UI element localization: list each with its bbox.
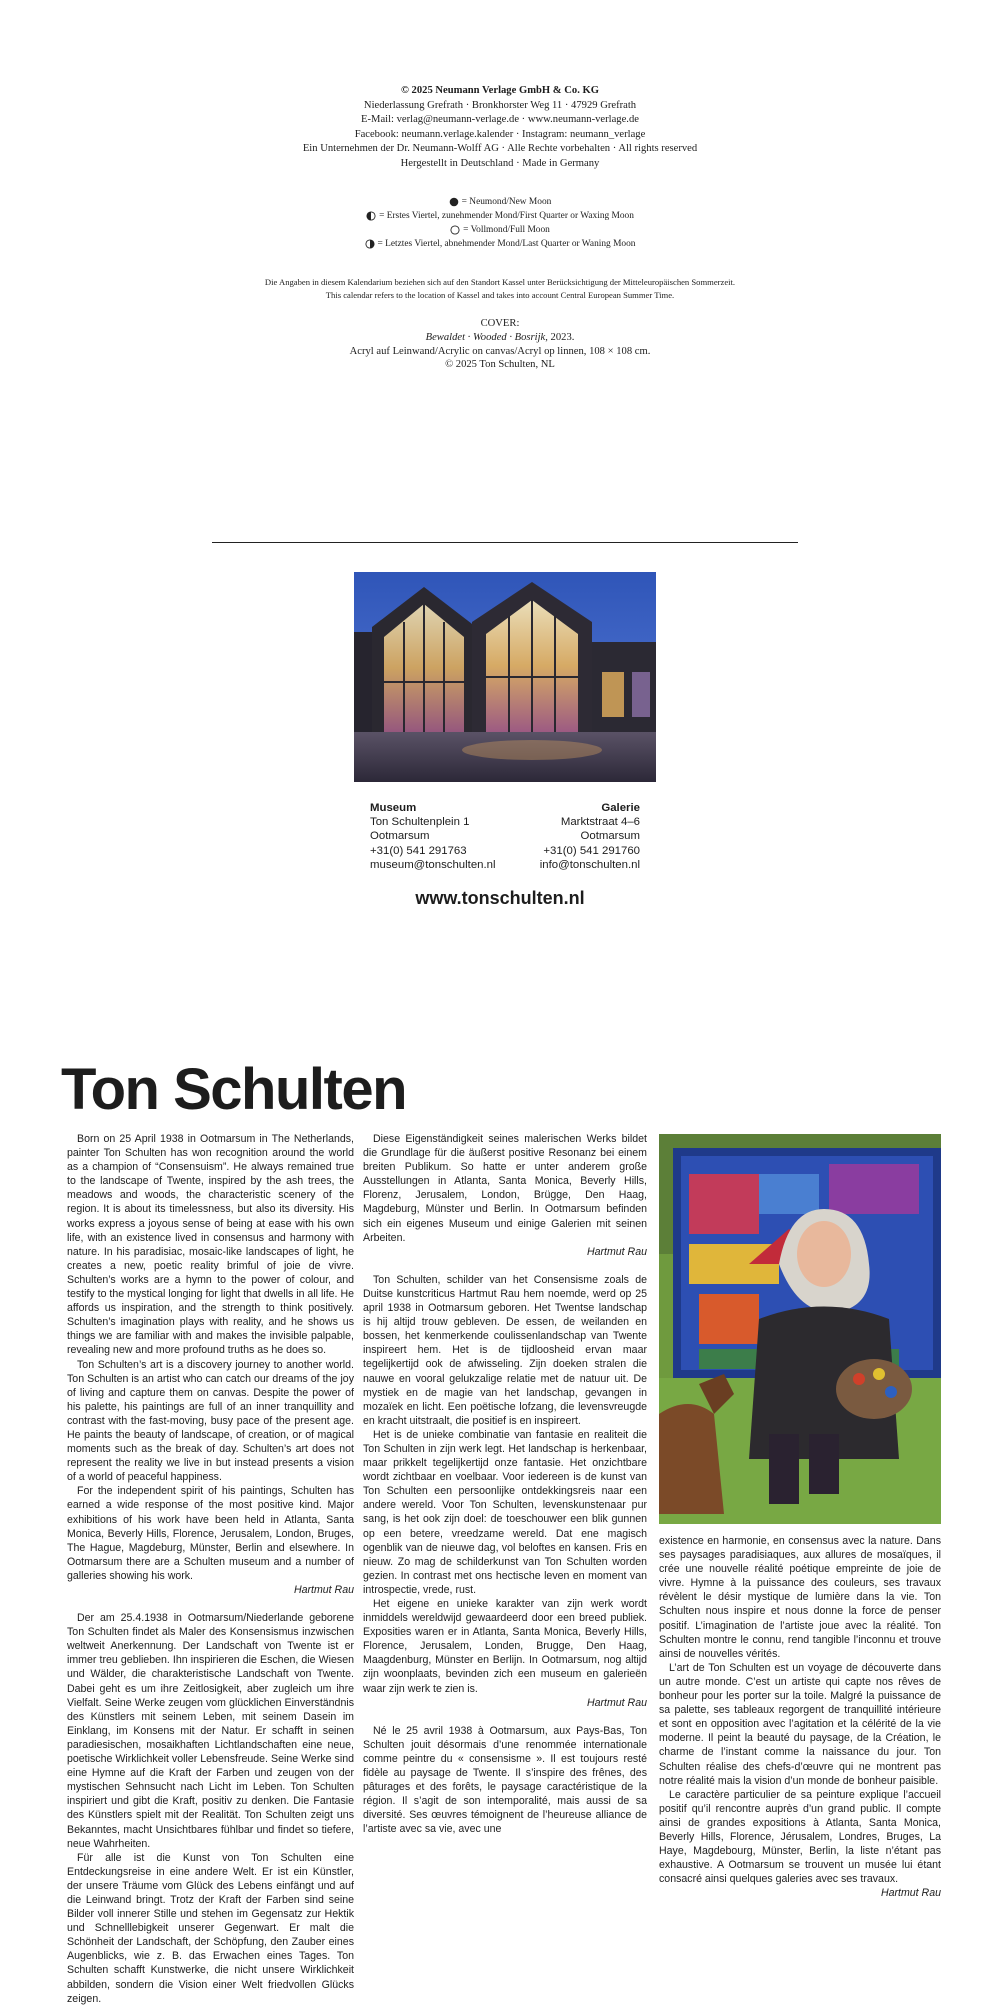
bio-fr-signature: Hartmut Rau	[880, 1887, 941, 1900]
bio-fr-paragraph-2: L’art de Ton Schulten est un voyage de découverte dans un autre monde. C’est un artiste qui capte nos rêves de bonheur pour les porter sur la toile. Malgré la puissance de sa palette, ses tableaux regorgent de tranquillité intérieure et sont en opposition avec l’agitation et la célérité de la vie moderne. Il peint la beauté du paysage, de la Création, le charme de l’instant comme la naissance du jour. Ton Schulten réalise des chefs-d’œuvre qui ne montrent pas notre réalité mais la vision d’un monde de bonheur paisible.	[659, 1661, 941, 1787]
artist-portrait-photo	[659, 1134, 941, 1524]
bio-de-paragraph-1: Der am 25.4.1938 in Ootmarsum/Niederlande geborene Ton Schulten findet als Maler des Konsensismus inzwischen weltweit Anerkennung. Der Landschaft von Twente ist er immer treu geblieben. Ihn inspirieren die Eschen, die Wiesen und Wälder, die charakteristische Landschaft von Twente. Dabei geht es um ihre Zeitlosigkeit, aber zugleich um ihre Vielfalt. Seine Werke zeugen vom glücklichen Einverständnis des Künstlers mit seinem Leben, mit seinem Dasein im Einklang, im Konsens mit der Natur. Er schafft in seinen paradiesischen, mosaikhaften Lichtlandschaften eine neue, poetische Wirklichkeit voller Lebensfreude. Seine Werke sind eine Hymne auf die Kraft der Farben und zeugen von der mystischen Sehnsucht nach Licht im Leben. Ton Schulten inspiriert und gibt die Kraft, positiv zu denken. Die Fantasie des Künstlers spielt mit der Realität. Ton Schulten zeigt uns Bekanntes, macht Unsichtbares fühlbar und findet so tiefere, neue Wahrheiten.	[67, 1612, 354, 1850]
cover-medium: Acryl auf Leinwand/Acrylic on canvas/Acryl op linnen, 108 × 108 cm.	[349, 345, 651, 357]
bio-nl-paragraph-1: Ton Schulten, schilder van het Consensisme zoals de Duitse kunstcriticus Hartmut Rau hem noemde, werd op 25 april 1938 in Ootmarsum geboren. Het Twentse landschap is hij altijd trouw gebleven. De essen, de weilanden en bossen, het kenmerkende coulissenlandschap van Twente inspireert hem. Het is de tijdloosheid ervan maar tegelijkertijd ook de afwisseling. Zijn doeken stralen die nauwe en vooral gelukzalige relatie met de natuur uit. De mystiek en de magie van het landschap, gevangen in mozaïek en licht. Een poëtische lofzang, die levensvreugde en kracht uitstraalt, die positief is en inspireert.	[363, 1273, 647, 1427]
moon-phase-legend	[0, 195, 1000, 251]
cover-credit	[0, 317, 1000, 372]
full-moon-icon	[450, 225, 460, 235]
artist-name-heading: Ton Schulten	[61, 1057, 407, 1122]
bio-fr-paragraph-1-cont: existence en harmonie, en consensus avec la nature. Dans ses paysages paradisiaques, aux allures de mosaïques, il crée une nouvelle réalité poétique empreinte de joie de vivre. Hymne à la puissance des couleurs, ses travaux révèlent le désir mystique de lumière dans la vie. Ton Schulten nous inspire et nous donne la force de penser positif. L’imagination de l’artiste joue avec la réalité. Ton Schulten montre le connu, rend tangible l’inconnu et trouve ainsi de nouvelles vérités.	[659, 1535, 941, 1660]
cover-heading: COVER:	[480, 318, 520, 329]
gallery-phone: +31(0) 541 291760	[543, 844, 640, 857]
legend-full-moon: = Vollmond/Full Moon	[0, 223, 1000, 237]
publisher-made-in: Hergestellt in Deutschland · Made in Germany	[400, 157, 600, 169]
publisher-address: Niederlassung Grefrath · Bronkhorster Weg 11 · 47929 Grefrath	[363, 99, 637, 111]
cover-title: Bewaldet · Wooded · Bosrijk	[425, 331, 546, 343]
bio-de-paragraph-3: Diese Eigenständigkeit seines malerischen Werks bildet die Grundlage für die äußerst positive Resonanz bei einem breiten Publikum. So hatte er unter anderem große Ausstellungen in Atlanta, Santa Monica, Beverly Hills, Florenz, Jerusalem, London, Brügge, Den Haag, Magdeburg, Münster und Berlin. In Ootmarsum befinden sich ein eigenes Museum und einige Galerien mit seinen Arbeiten.	[363, 1133, 647, 1244]
museum-email: museum@tonschulten.nl	[370, 858, 496, 871]
museum-street: Ton Schultenplein 1	[370, 816, 470, 829]
imprint-block	[0, 84, 1000, 172]
legend-new-moon: = Neumond/New Moon	[0, 195, 1000, 209]
last-quarter-icon	[365, 239, 375, 249]
museum-heading: Museum	[370, 802, 417, 814]
gallery-heading: Galerie	[601, 802, 640, 814]
museum-phone: +31(0) 541 291763	[370, 844, 467, 857]
museum-city: Ootmarsum	[370, 830, 430, 843]
bio-de-signature: Hartmut Rau	[586, 1245, 647, 1258]
calendar-note-english: This calendar refers to the location of Kassel and takes into account Central European Summer Time.	[325, 289, 675, 300]
bio-de-paragraph-2-start: Für alle ist die Kunst von Ton Schulten eine Entdeckungsreise in eine andere Welt. Er ist ein Künstler, der unsere Träume vom Glück des Lebens einfängt und auf die Leinwand bringt. Trotz der Kraft der Farben sind seine Bilder voll innerer Stille und stehen im Gegensatz zur Hektik und Schnelllebigkeit unserer Gegenwart. Er malt die Schönheit der Landschaft, der Schöpfung, den Zauber eines Augenblicks, wie z. B. das Erwachen eines Tages. Ton Schulten schafft Kunstwerke, die nicht unsere Wirklichkeit abbilden, sondern die Vision einer Welt friedvollen Glücks zeigen.	[67, 1851, 354, 2005]
bio-column-3	[659, 1534, 941, 1900]
bio-en-signature: Hartmut Rau	[293, 1584, 354, 1596]
bio-fr-paragraph-3: Le caractère particulier de sa peinture explique l’accueil positif qu’il rencontre auprès d’un grand public. Il compte ainsi de grandes expositions à Atlanta, Santa Monica, Beverly Hills, Florence, Jérusalem, Londres, Bruges, La Haye, Magdebourg, Münster, Berlin, la liste n’étant pas exhaustive. A Ootmarsum se trouvent un musée lui étant consacré ainsi quelques galeries avec ses travaux.	[659, 1788, 941, 1886]
publisher-contact: E-Mail: verlag@neumann-verlage.de · www.neumann-verlage.de	[361, 114, 639, 126]
gallery-contact	[540, 801, 640, 872]
first-quarter-icon	[366, 211, 376, 221]
bio-column-1	[67, 1132, 354, 2006]
gallery-email: info@tonschulten.nl	[539, 858, 640, 871]
bio-nl-paragraph-3: Het eigene en unieke karakter van zijn werk wordt inmiddels wereldwijd gewaardeerd door een breed publiek. Exposities waren er in Atlanta, Santa Monica, Beverly Hills, Florence, Jerusalem, Londen, Brugge, Den Haag, Maagdenburg, Münster en Berlijn. In Ootmarsum, nog altijd zijn woonplaats, bevinden zich een museum en galerieën waar zijn werk te zien is.	[363, 1598, 647, 1695]
museum-building-photo	[354, 572, 656, 782]
calendar-note-german: Die Angaben in diesem Kalendarium beziehen sich auf den Standort Kassel unter Berücksichtigung der Mitteleuropäischen Sommerzeit.	[264, 277, 736, 287]
bio-column-2	[363, 1132, 647, 1837]
gallery-street: Marktstraat 4–6	[560, 816, 640, 829]
cover-title-line	[0, 331, 1000, 345]
website-url: www.tonschulten.nl	[415, 888, 585, 908]
cover-copyright: © 2025 Ton Schulten, NL	[445, 359, 555, 371]
bio-en-paragraph-2: Ton Schulten’s art is a discovery journey to another world. Ton Schulten is an artist who can catch our dreams of the joy of living and capture them on canvas. Despite the power of his palette, his paintings are full of an inner tranquillity and contrast with the fast-moving, busy pace of the present age. He paints the beauty of landscape, of creation, or of magical moments such as the break of day. Schulten’s art does not represent the reality we live in but instead presents a vision of a world of peaceful happiness.	[67, 1358, 354, 1484]
section-divider	[212, 542, 798, 543]
calendar-note	[0, 276, 1000, 301]
publisher-social: Facebook: neumann.verlage.kalender · Instagram: neumann_verlage	[354, 128, 646, 140]
bio-nl-signature: Hartmut Rau	[586, 1696, 647, 1709]
new-moon-icon	[449, 197, 459, 207]
cover-year: , 2023.	[545, 331, 575, 343]
bio-en-paragraph-1: Born on 25 April 1938 in Ootmarsum in The Netherlands, painter Ton Schulten has won recognition around the world as a champion of “Consensuism”. He always remained true to the landscape of Twente, inspired by the ash trees, the meadows and woods, the characteristic scenery of the region. It is about its timelessness, but also its diversity. His works express a joyous sense of being at ease with his own life, with an existence lived in consensus and harmony with nature. In his paradisiac, mosaic-like landscapes of light, he creates a new, poetic reality brimful of joie de vivre. Schulten’s works are a hymn to the power of colour, and testify to the mystical longing for light that dwells in all life. He affords us inspiration, and the strength to think positively. Schulten’s imagination plays with reality, and he shows us things we are familiar with and makes the invisible palpable, revealing new and more profound truths as he does so.	[67, 1133, 354, 1357]
gallery-city: Ootmarsum	[580, 830, 640, 843]
publisher-copyright: © 2025 Neumann Verlage GmbH & Co. KG	[400, 85, 600, 96]
museum-contact	[370, 801, 496, 872]
bio-fr-paragraph-1: Né le 25 avril 1938 à Ootmarsum, aux Pays-Bas, Ton Schulten jouit désormais d’une renommée internationale comme peintre du « consensisme ». Il est toujours resté fidèle au paysage de Twente. Il s’inspire des frênes, des pâturages et des forêts, le paysage caractéristique de la région. Il s’agit de son intemporalité, mais aussi de sa diversité. Ses œuvres témoignent de l’heureuse alliance de l’artiste avec sa vie, avec une	[363, 1724, 647, 1836]
bio-nl-paragraph-2: Het is de unieke combinatie van fantasie en realiteit die Ton Schulten in zijn werk legt. Het landschap is herkenbaar, maar prikkelt tegelijkertijd onze fantasie. Het onzichtbare wordt zichtbaar en voelbaar. Voor iedereen is de kunst van Ton Schulten een persoonlijke ontdekkingsreis naar een andere wereld. Voor Ton Schulten, levenskunstenaar pur sang, is het ook zijn doel: de toeschouwer een blik gunnen op een betere, vreedzame wereld. Dat ene magisch ogenblik van de nieuwe dag, vol beloftes en kansen. Fris en nieuw. Zo mag de schilderkunst van Ton Schulten worden gezien. In contrast met ons hectische leven en moment van introspectie, vrede, rust.	[363, 1428, 647, 1596]
publisher-rights: Ein Unternehmen der Dr. Neumann-Wolff AG · Alle Rechte vorbehalten · All rights reserved	[302, 143, 698, 155]
bio-en-paragraph-3: For the independent spirit of his paintings, Schulten has earned a wide response of the most positive kind. Major exhibitions of his work have been held in Atlanta, Santa Monica, Beverly Hills, Florence, Jerusalem, London, Bruges, The Hague, Magdeburg, Münster, Berlin and elsewhere. In Ootmarsum there are a Schulten museum and a number of galleries showing his work.	[67, 1485, 354, 1582]
legend-last-quarter: = Letztes Viertel, abnehmender Mond/Last Quarter or Waning Moon	[0, 237, 1000, 251]
legend-first-quarter: = Erstes Viertel, zunehmender Mond/First Quarter or Waxing Moon	[0, 209, 1000, 223]
